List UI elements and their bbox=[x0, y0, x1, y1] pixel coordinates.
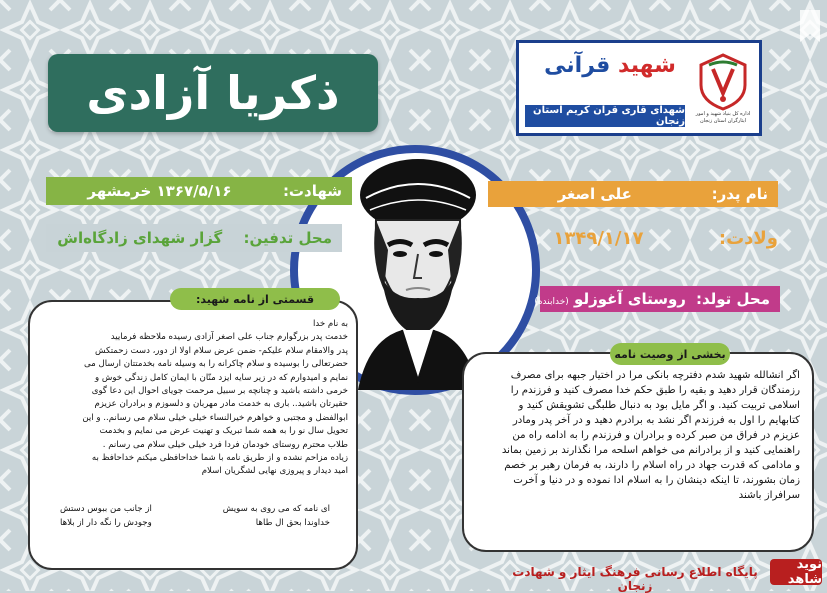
letter-line: زیاده مزاحم نشده و از طریق نامه با شما خداحافظی میکنم خداحافظ به bbox=[91, 453, 348, 464]
will-body bbox=[478, 368, 800, 503]
letter-line: به نام خدا bbox=[312, 319, 348, 329]
martyrdom-label: شهادت: bbox=[282, 182, 342, 200]
will-heading: بخشی از وصیت نامه bbox=[610, 343, 730, 365]
martyr-name-title: ذکریا آزادی bbox=[48, 54, 378, 132]
letter-line: خرمی داشته باشید و چنانچه بر سبیل مرحمت جویای احوال این دعا گوی bbox=[91, 386, 348, 397]
letter-line: طلاب محترم روستای خودمان فردا فرد خیلی خیلی سلام می رسانم . bbox=[102, 439, 348, 450]
will-line: اسلامی تربیت کنید. و اگر مایل بود به دنبال طلبگی تشویقش کنید و bbox=[518, 400, 800, 411]
birthplace-bar bbox=[534, 286, 780, 312]
foundation-emblem-icon bbox=[695, 51, 751, 111]
letter-body bbox=[38, 318, 348, 479]
letter-line: امید دیدار و پیروزی نهایی لشگریان اسلام bbox=[201, 466, 348, 477]
martyrdom-value: ۱۳۶۷/۵/۱۶ خرمشهر bbox=[87, 182, 232, 200]
will-line: سرافراز باشند bbox=[738, 490, 800, 501]
letter-line: حضرتعالی را بوسیده و سلام چاکرانه را به وسیله نامه بخدمتتان ارسال می bbox=[83, 359, 348, 370]
letter-line: پدر والامقام سلام علیکم- ضمن عرض سلام اولا از دور، دست زحمتکش bbox=[95, 345, 348, 356]
poem-verse: از جانب من ببوس دستش bbox=[60, 504, 152, 514]
logo-title-red: شهید bbox=[617, 53, 676, 78]
will-line: و مادامی که قدرت جهاد در راه اسلام را دارند، به فرمان رهبر بر خصم bbox=[504, 460, 800, 471]
birth-value: ۱۳۴۹/۱/۱۷ bbox=[553, 227, 644, 249]
letter-line: تحویل سال نو را به همه شما تبریک و تهنیت عرض می نمایم و بخدمت bbox=[99, 426, 348, 437]
letter-heading: قسمتی از نامه شهید: bbox=[170, 288, 340, 310]
letter-line: نمایم و امیدوارم که در زیر سایه ایزد منّان با ایمان کامل زندگی خوش و bbox=[94, 372, 348, 383]
father-value: علی اصغر bbox=[557, 185, 632, 203]
martyrdom-bar bbox=[46, 177, 352, 205]
footer-text: پایگاه اطلاع رسانی فرهنگ ایثار و شهادت زنجان bbox=[512, 565, 758, 593]
birthplace-village: روستای آغوزلو bbox=[574, 290, 686, 308]
poem-verse: وجودش را نگه دار از بلاها bbox=[60, 518, 152, 528]
will-line: کتابهایم را اول به فرزندم اگر نشد به برادرم دهید و در آخر پدر ومادر bbox=[512, 415, 800, 426]
navid-shahed-logo: نوید شاهد bbox=[770, 559, 822, 585]
emblem-caption: اداره کل بنیاد شهید و امور ایثارگران استان زنجان bbox=[695, 111, 751, 124]
poem-verse: ای نامه که می روی به سویش bbox=[222, 504, 330, 514]
will-line: رزمندگان قرار دهید و بقیه را طبق حکم خدا مصرف کنید و فرزندم را bbox=[510, 385, 800, 396]
logo-subtitle: شهدای قاری قرآن کریم استان زنجان bbox=[525, 105, 685, 127]
father-label: نام پدر: bbox=[711, 185, 768, 203]
birthplace-label: محل تولد: bbox=[695, 290, 770, 308]
birth-date-bar bbox=[488, 224, 788, 252]
logo-title bbox=[535, 53, 685, 79]
will-line: راهنمایی کنید و از برادرانم می خواهم اسلحه مرا نگذارند بر زمین بماند bbox=[501, 445, 800, 456]
burial-bar bbox=[46, 224, 342, 252]
logo-box bbox=[516, 40, 762, 136]
burial-value: گزار شهدای زادگاه‌اش bbox=[57, 229, 223, 247]
corner-decoration-icon bbox=[796, 6, 824, 46]
burial-label: محل تدفین: bbox=[243, 229, 332, 247]
letter-line: خدمت پدر بزرگوارم جناب علی اصغر آزادی رسیده ملاحظه فرمایید bbox=[110, 332, 348, 343]
birthplace-note: (خدابنده) bbox=[534, 297, 569, 307]
letter-line: ابوالفضل و مجتبی و خواهرم خیرالنساء خیلی خیلی سلام می رسانم.. و این bbox=[82, 412, 348, 423]
poem-verse: خداوندا بحق ال طاها bbox=[255, 518, 330, 528]
will-line: اگر انشالله شهید شدم دفترچه بانکی مرا در اختیار جبهه برای مصرف bbox=[510, 370, 800, 381]
will-line: زمان بشورند، تا اینکه دینشان را به اسلام ادا نموده و در دنیا و آخرت bbox=[513, 475, 800, 486]
birthplace-value bbox=[534, 290, 686, 308]
birth-label: ولادت: bbox=[718, 227, 778, 249]
letter-line: حقیرتان باشید.. باری به خدمت مادر مهربان و دلسوزم و برادران عزیزم bbox=[94, 399, 348, 410]
logo-title-blue: قرآنی bbox=[544, 53, 611, 78]
will-line: عزیزم در فراق من صبر کرده و برادران و فرزندم را به ادامه راه من bbox=[512, 430, 800, 441]
father-name-bar bbox=[488, 181, 778, 207]
letter-poem bbox=[60, 504, 330, 528]
